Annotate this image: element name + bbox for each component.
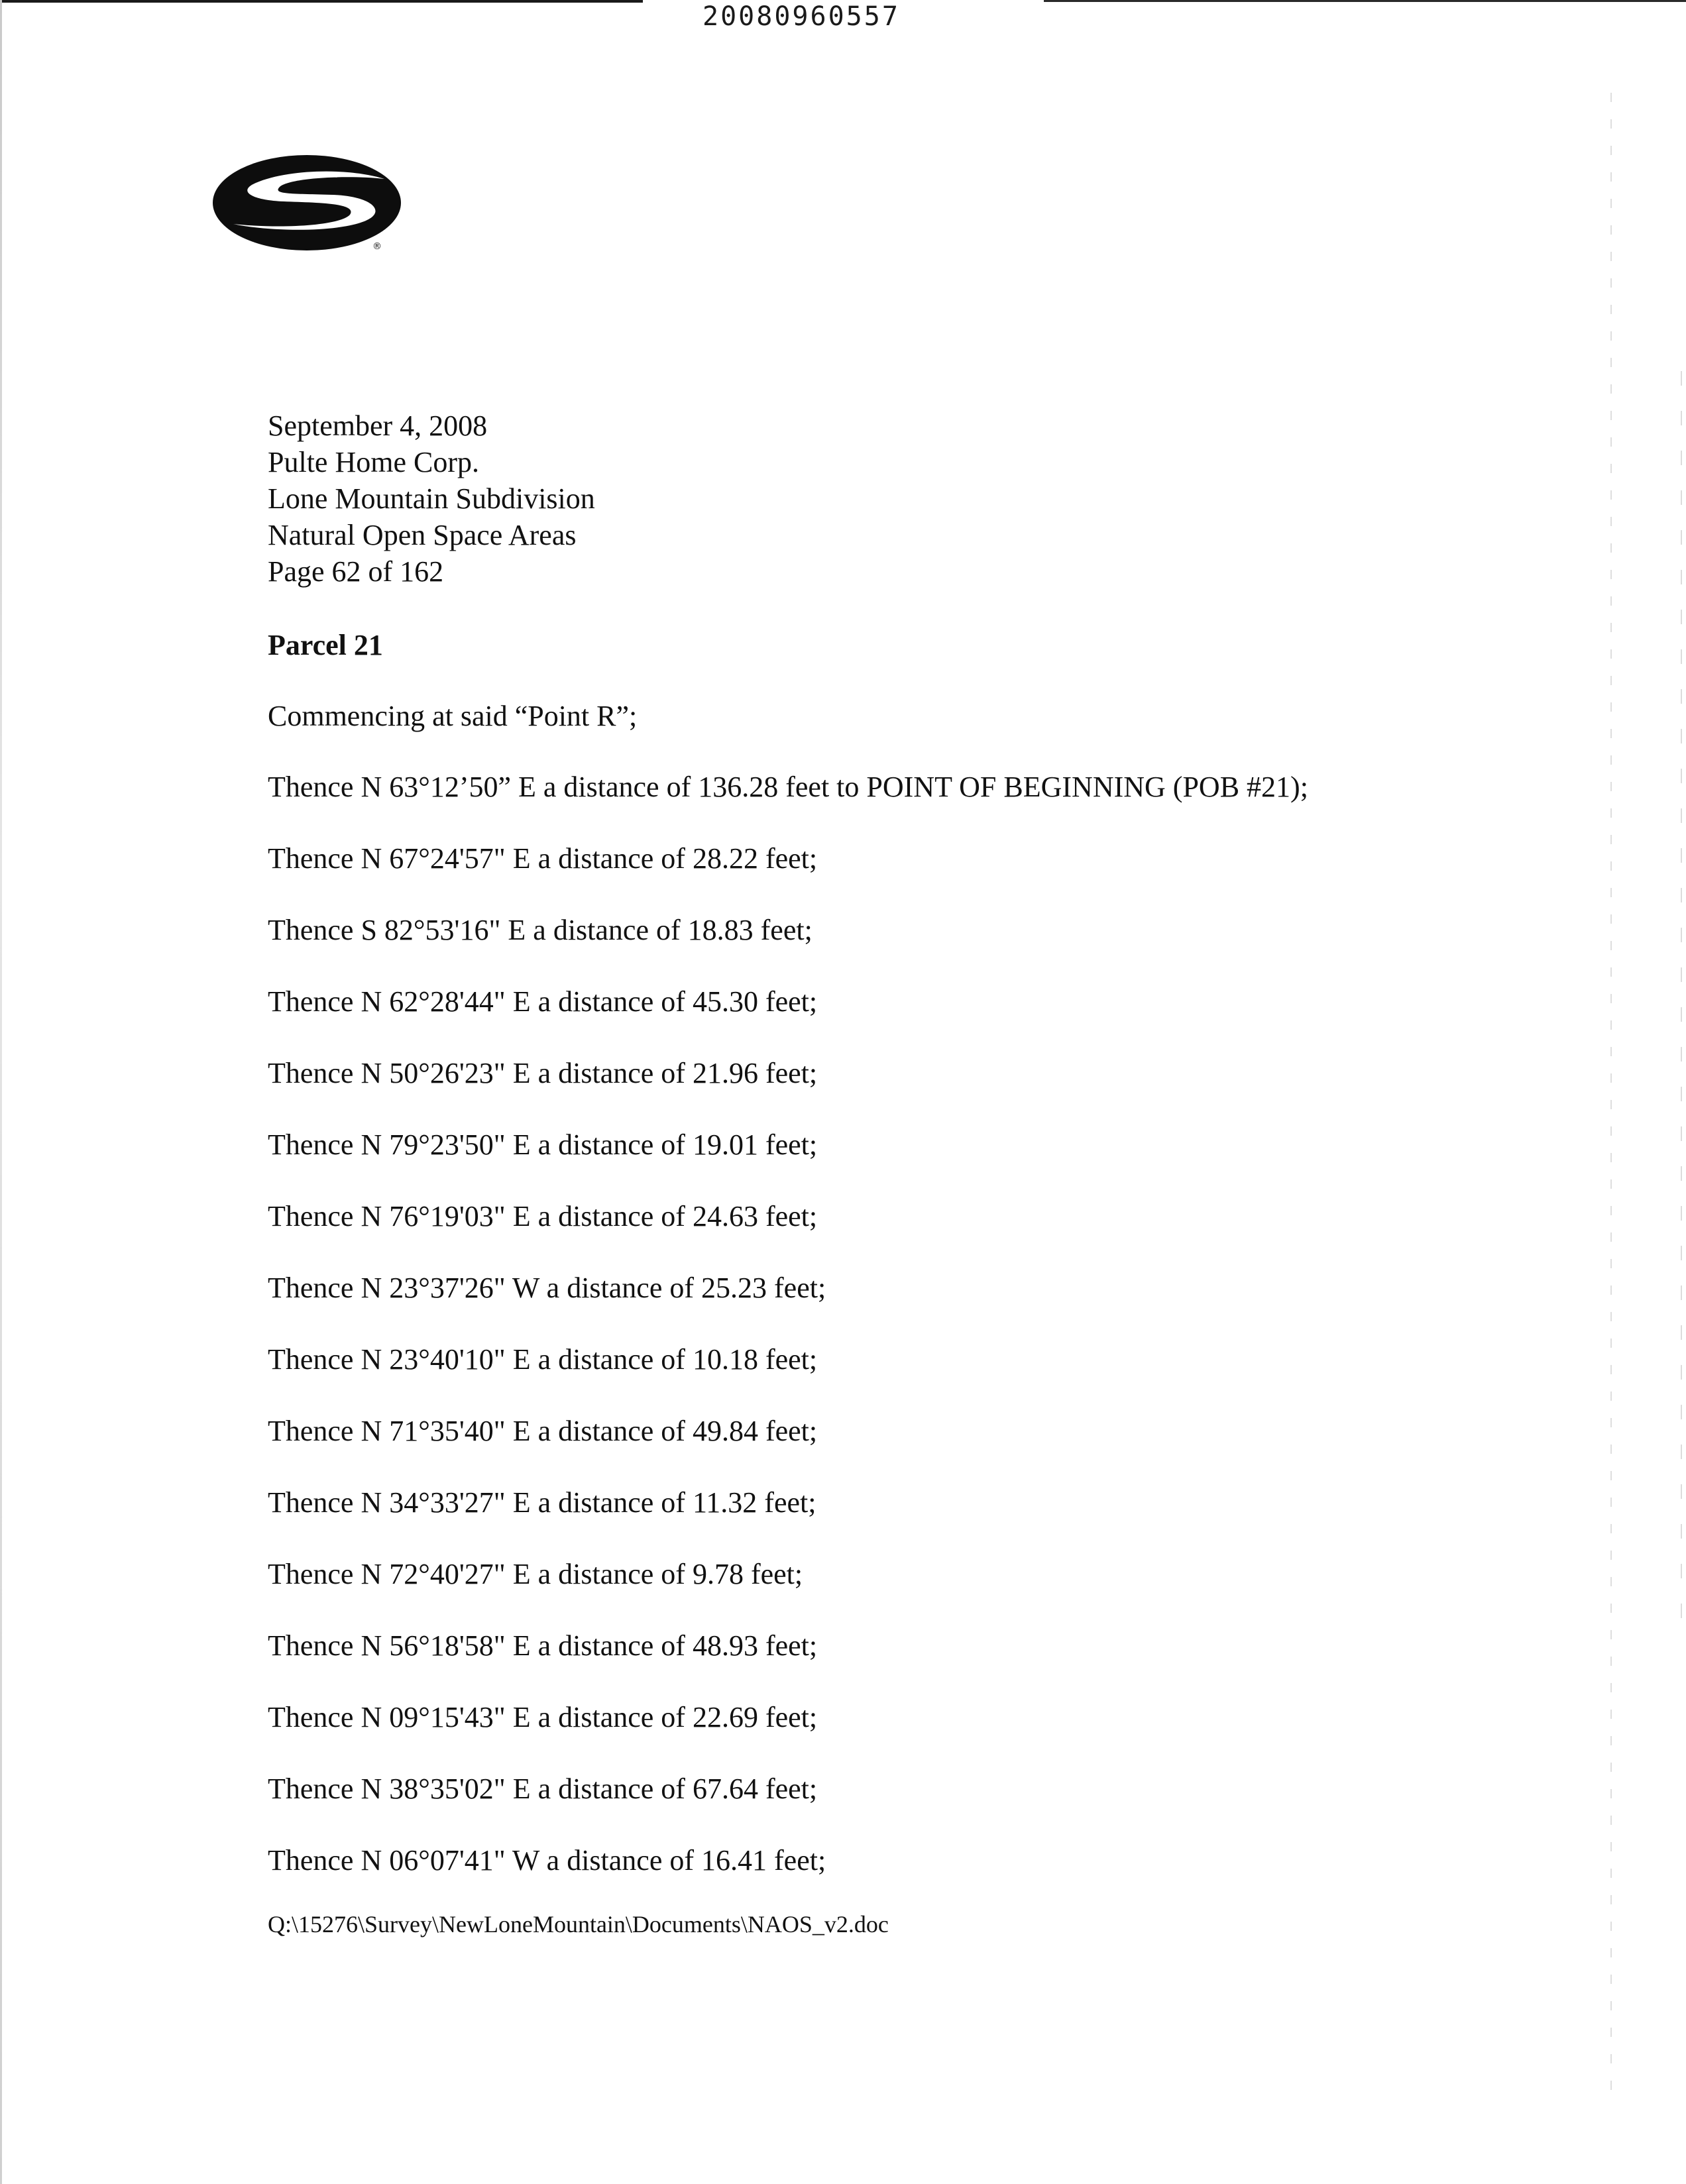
call-line: Thence N 71°35'40" E a distance of 49.84 feet;: [268, 1415, 818, 1447]
page-number: Page 62 of 162: [268, 555, 444, 588]
legal-description-calls: [268, 771, 1308, 1916]
document-number: 20080960557: [702, 1, 900, 32]
call-line: Thence N 23°37'26" W a distance of 25.23 feet;: [268, 1272, 826, 1304]
s-oval-logo-icon: [211, 154, 410, 260]
scan-edge-far-right: [1681, 371, 1682, 1630]
call-line: Thence N 76°19'03" E a distance of 24.63 feet;: [268, 1200, 818, 1232]
call-line: Thence N 23°40'10" E a distance of 10.18 feet;: [268, 1343, 818, 1376]
call-line: Thence N 06°07'41" W a distance of 16.41 feet;: [268, 1844, 826, 1877]
letter-subdivision: Lone Mountain Subdivision: [268, 482, 595, 515]
call-line: Thence S 82°53'16" E a distance of 18.83 feet;: [268, 914, 813, 946]
commencing-statement: Commencing at said “Point R”;: [268, 700, 638, 732]
parcel-title: Parcel 21: [268, 629, 383, 661]
call-line: Thence N 67°24'57" E a distance of 28.22 feet;: [268, 842, 818, 875]
call-line: Thence N 34°33'27" E a distance of 11.32 feet;: [268, 1486, 816, 1519]
letter-subject: Natural Open Space Areas: [268, 519, 577, 551]
letter-client: Pulte Home Corp.: [268, 446, 479, 478]
scan-border-top-right: [1044, 0, 1686, 2]
call-line: Thence N 63°12’50” E a distance of 136.28 feet to POINT OF BEGINNING (POB #21);: [268, 771, 1308, 803]
call-line: Thence N 56°18'58" E a distance of 48.93 feet;: [268, 1629, 818, 1662]
scan-border-top-left: [0, 0, 643, 3]
file-path-footer: Q:\15276\Survey\NewLoneMountain\Documents\NAOS_v2.doc: [268, 1911, 889, 1938]
letter-date: September 4, 2008: [268, 410, 488, 442]
call-line: Thence N 62°28'44" E a distance of 45.30 feet;: [268, 985, 818, 1018]
registered-mark: ®: [372, 241, 382, 252]
call-line: Thence N 72°40'27" E a distance of 9.78 feet;: [268, 1558, 803, 1590]
call-line: Thence N 38°35'02" E a distance of 67.64 feet;: [268, 1773, 818, 1805]
call-line: Thence N 79°23'50" E a distance of 19.01 feet;: [268, 1128, 818, 1161]
call-line: Thence N 09°15'43" E a distance of 22.69 feet;: [268, 1701, 818, 1733]
scan-edge-left: [0, 0, 2, 2184]
scan-edge-right: [1610, 93, 1612, 2107]
letter-heading: [268, 408, 595, 590]
call-line: Thence N 50°26'23" E a distance of 21.96 feet;: [268, 1057, 818, 1089]
